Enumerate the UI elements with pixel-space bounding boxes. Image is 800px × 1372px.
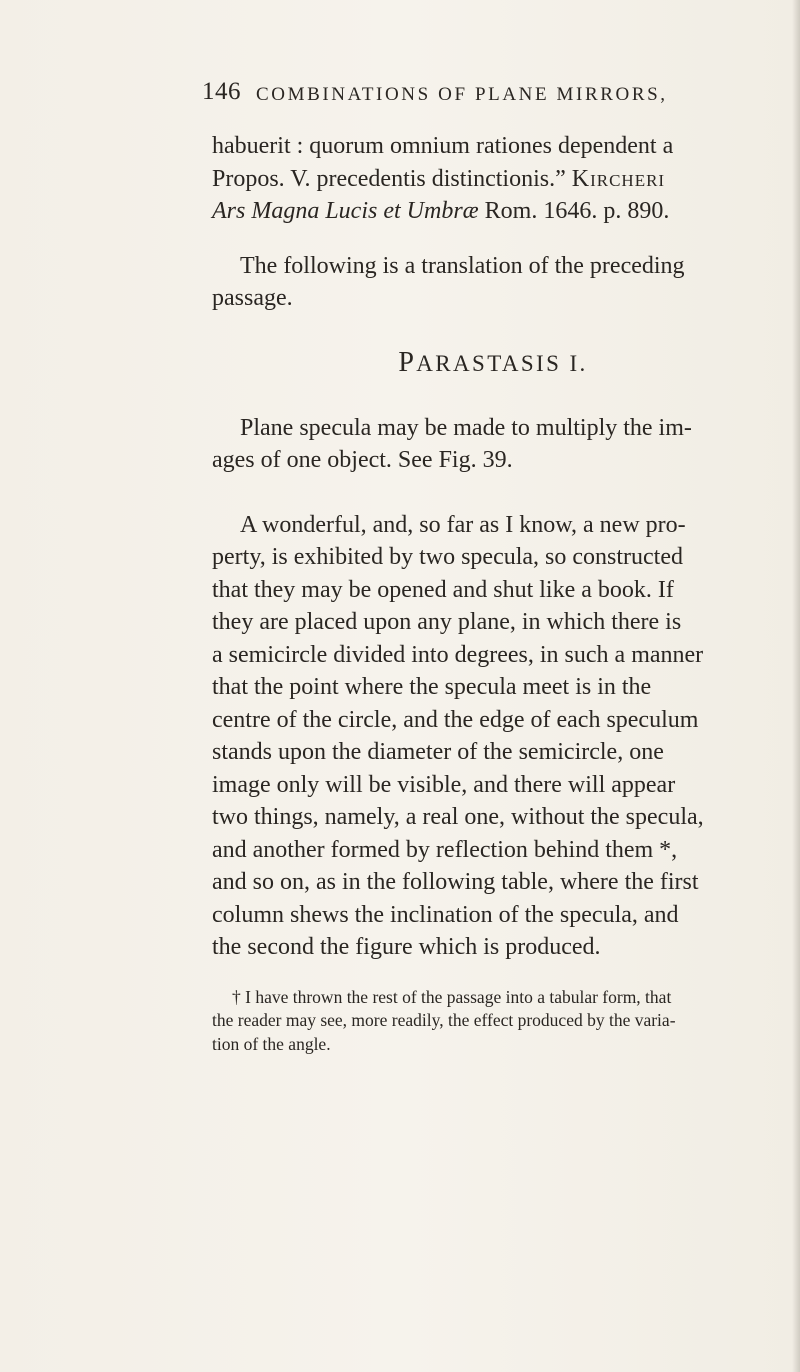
latin-quote-ending [212,130,774,228]
paragraph-plane-specula [212,412,774,477]
section-heading [212,347,774,380]
page-edge-shadow [792,0,800,1372]
section-heading-initial: P [398,346,417,378]
text-line [212,195,774,228]
text-line: stands upon the diameter of the semicircle, one [212,739,664,765]
text-line: the second the figure which is produced. [212,934,601,960]
running-head: COMBINATIONS OF PLANE MIRRORS, [256,84,668,105]
text-line: that the point where the specula meet is in the [212,674,652,700]
text-line: The following is a translation of the preceding [240,252,685,279]
text-line: two things, namely, a real one, without the specula, [212,804,704,830]
text-line: and another formed by reflection behind them *, [212,836,678,863]
footnote [212,986,774,1057]
book-title: Ars Magna Lucis et Umbræ [212,198,479,224]
text-line: image only will be visible, and there will appear [212,771,676,798]
paragraph-wonderful-property [212,509,774,964]
section-heading-rest: ARASTASIS I. [416,350,588,376]
page-content [212,130,774,1056]
text-line: column shews the inclination of the specula, and [212,901,679,928]
page-number: 146 [202,78,241,105]
author-name: Kircheri [571,165,666,192]
footnote-line: the reader may see, more readily, the effect produced by the varia- [212,1010,676,1030]
text-line: a semicircle divided into degrees, in such a manner [212,641,704,668]
text-line: that they may be opened and shut like a book. If [212,576,674,603]
text-line: ages of one object. See Fig. 39. [212,447,513,473]
text-line: centre of the circle, and the edge of each speculum [212,706,699,733]
text-line: they are placed upon any plane, in which there is [212,609,682,635]
page-header [202,78,772,114]
text-segment: Propos. V. precedentis distinctionis.” [212,165,566,192]
text-line: passage. [212,285,293,311]
translation-note [212,250,774,315]
text-line: habuerit : quorum omnium rationes dependent a [212,133,674,159]
text-line: and so on, as in the following table, where the first [212,869,699,895]
footnote-line: tion of the angle. [212,1033,331,1054]
footnote-line: † I have thrown the rest of the passage into a tabular form, that [232,986,672,1007]
text-line: Plane specula may be made to multiply the im- [240,414,692,441]
text-line: A wonderful, and, so far as I know, a new pro- [240,511,686,538]
citation: Rom. 1646. p. 890. [478,198,670,224]
text-line: perty, is exhibited by two specula, so constructed [212,544,683,570]
text-line [212,163,774,196]
